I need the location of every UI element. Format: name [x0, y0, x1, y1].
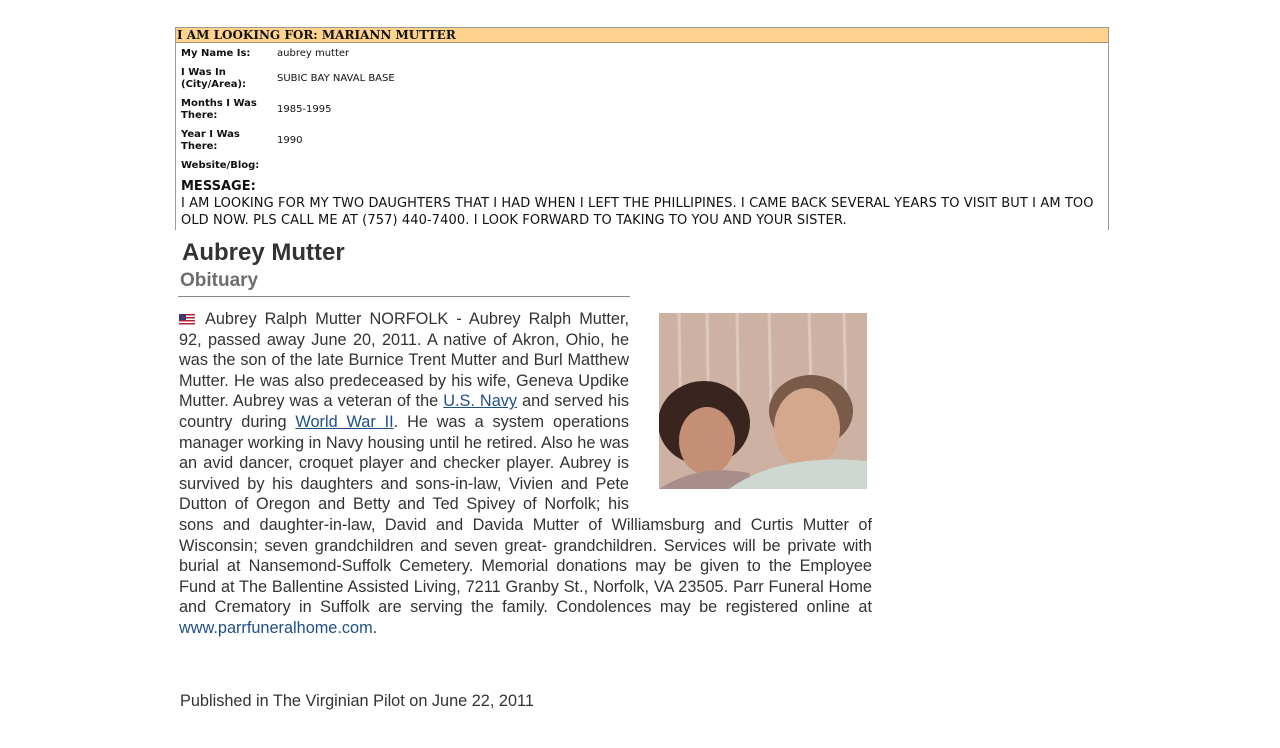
obituary-text-part-1: Aubrey Ralph Mutter NORFOLK - Aubrey Ralph Mutter, 92, passed away June 20, 2011. A native of Akron, Ohio, he was the son of the late Burnice Trent Mutter and Burl Matthew Mutter. He was also predeceased by his wife, Geneva Updike Mutter. Aubrey was a veteran of the: [179, 310, 629, 411]
obituary-name: Aubrey Mutter: [182, 239, 345, 266]
website-label: Website/Blog:: [181, 160, 260, 171]
name-label: My Name Is:: [181, 48, 251, 59]
us-navy-link[interactable]: U.S. Navy: [443, 392, 518, 411]
message-title: MESSAGE:: [181, 179, 256, 194]
year-label: Year I Was There:: [181, 129, 240, 152]
obituary-text-part-3: . He was a system operations manager working in Navy housing until he retired. Also he was an avid dancer, croquet player and checker player. Aubrey is survived by his daughters and sons-in-law, Vivien and Pete Dutton of Oregon and Betty and Ted Spivey of Norfolk; his sons and daughter-in-law, David and Davida Mutter of Williamsburg and Curtis Mutter of Wisconsin; seven grandchildren and seven great- grandchildren. Services will be private with burial at Nansemond-Suffolk Cemetery. Memorial donations may be given to the Employee Fund at The Ballentine Assisted Living, 7211 Granby St., Norfolk, VA 23505. Parr Funeral Home and Crematory in Suffolk are serving the family. Condolences may be registered online at: [179, 412, 872, 617]
year-value: 1990: [277, 135, 303, 146]
obituary-text-part-4: .: [372, 618, 378, 637]
world-war-ii-link[interactable]: World War II: [295, 412, 394, 431]
obituary-subtitle: Obituary: [180, 270, 259, 291]
months-value: 1985-1995: [277, 104, 332, 115]
looking-for-header: I AM LOOKING FOR: MARIANN MUTTER: [176, 28, 1108, 43]
name-value: aubrey mutter: [277, 48, 350, 59]
city-label: I Was In (City/Area):: [181, 67, 247, 90]
obituary-text-part-2: and served his country during: [179, 392, 629, 431]
obituary-photo: [659, 313, 867, 489]
couple-photo-image: [659, 313, 867, 489]
message-text: I AM LOOKING FOR MY TWO DAUGHTERS THAT I HAD WHEN I LEFT THE PHILLIPINES. I CAME BACK SEVERAL YEARS TO VISIT BUT I AM TOO OLD NOW. PLS CALL ME AT (757) 440-7400. I LOOK FORWARD TO TAKING TO YOU AND YOUR SISTER.: [181, 196, 1094, 228]
published-note: Published in The Virginian Pilot on June 22, 2011: [180, 692, 534, 710]
funeral-home-link[interactable]: www.parrfuneralhome.com: [179, 618, 373, 637]
obituary-body: [179, 309, 872, 639]
looking-for-panel: [175, 27, 1109, 230]
divider: [178, 296, 630, 297]
city-value: SUBIC BAY NAVAL BASE: [277, 73, 395, 84]
months-label: Months I Was There:: [181, 98, 257, 121]
us-flag-icon: [179, 314, 195, 325]
